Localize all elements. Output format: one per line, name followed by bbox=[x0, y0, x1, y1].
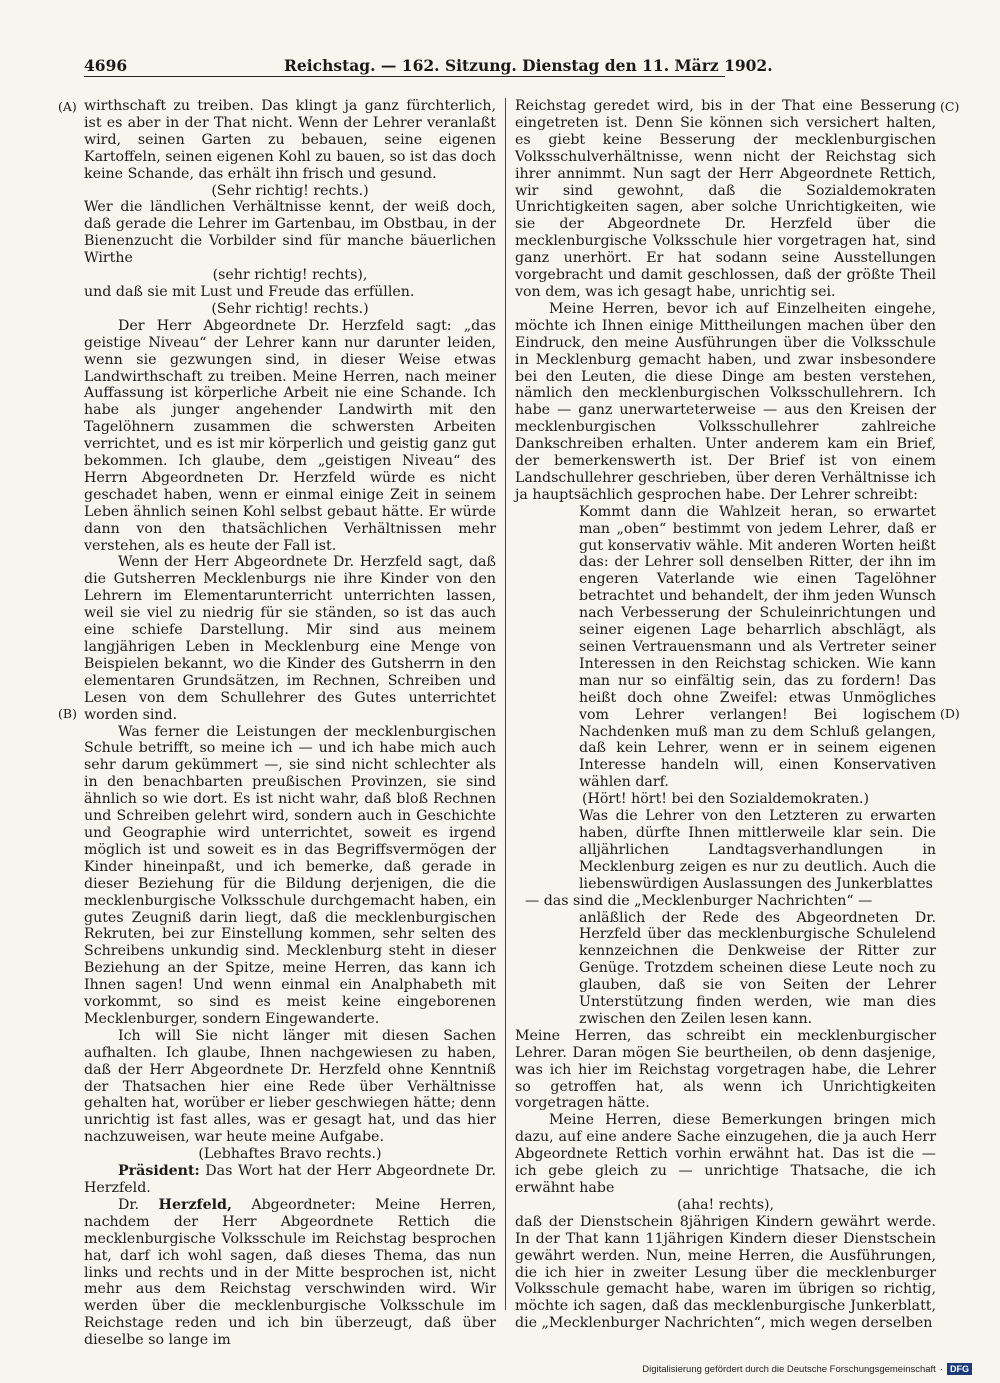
paragraph bbox=[84, 199, 496, 267]
paragraph-text: Was die Lehrer von den Letzteren zu erwarten haben, dürfte Ihnen mittlerweile klar sein. Die alljährlichen Landtagsverhandlungen in Mecklenburg zeigen es nur zu deutlich. Auch die liebenswürdigen Auslassungen des Junkerblattes bbox=[579, 808, 936, 892]
paragraph-text: (Sehr richtig! rechts.) bbox=[211, 300, 369, 317]
dfg-logo: DFG bbox=[947, 1363, 972, 1375]
paragraph bbox=[515, 791, 936, 808]
paragraph bbox=[84, 554, 496, 723]
paragraph-text: Der Herr Abgeordnete Dr. Herzfeld sagt: „das geistige Niveau“ der Lehrer kann nur darunter leiden, wenn sie gezwungen sind, in dieser Weise etwas Landwirthschaft zu treiben. Meine Herren, nach meiner Auffassung ist körperliche Arbeit nie eine Schande. Ich habe als junger angehender Landwirth mit den Tagelöhnern zusammen die schwersten Arbeiten verrichtet, und es ist mir körperlich und geistig ganz gut bekommen. Ich glaube, dem „geistigen Niveau“ des Herrn Abgeordneten Dr. Herzfeld würde es nicht geschadet haben, wenn er einmal einige Zeit in seinem Leben ähnlich seinen Kohl selbst gebaut hätte. Er würde dann von den thatsächlichen Verhältnissen mehr verstehen, als es heute der Fall ist. bbox=[84, 317, 496, 554]
digitization-credit: Digitalisierung gefördert durch die Deutsche Forschungsgemeinschaft · DFG bbox=[642, 1363, 972, 1375]
paragraph bbox=[84, 1028, 496, 1146]
paragraph bbox=[515, 301, 936, 504]
paragraph-text: (Sehr richtig! rechts.) bbox=[211, 182, 369, 199]
paragraph bbox=[84, 318, 496, 555]
paragraph bbox=[515, 1028, 936, 1113]
paragraph-text: (sehr richtig! rechts), bbox=[212, 267, 368, 284]
paragraph-text: (Lebhaftes Bravo rechts.) bbox=[198, 1146, 382, 1163]
margin-mark-d: (D) bbox=[940, 706, 960, 721]
paragraph-text: Wenn der Herr Abgeordnete Dr. Herzfeld sagt, daß die Gutsherren Mecklenburgs nie ihre Kinder von den Lehrern im Elementarunterricht unterrichten lassen, weil sie viel zu niedrig für sie ständen, so ist das auch eine schiefe Darstellung. Mir sind aus meinem langjährigen Leben in Mecklenburg eine Menge von Beispielen bekannt, wo die Kinder des Gutsherrn in den elementaren Grundsätzen, im Rechnen, Schreiben und Lesen von dem Schullehrer des Gutes unterrichtet worden sind. bbox=[84, 554, 496, 723]
paragraph-text: Meine Herren, diese Bemerkungen bringen mich dazu, auf eine andere Sache einzugehen, die ja auch Herr Abgeordnete Rettich vorhin erwähnt hat. Das ist die — ich gebe gleich zu — unrichtige Thatsache, die ich erwähnt habe bbox=[515, 1112, 936, 1196]
paragraph-text: wirthschaft zu treiben. Das klingt ja ganz fürchterlich, ist es aber in der That nicht. Wenn der Lehrer veranlaßt wird, seinen Garten zu bebauen, seine eigenen Kartoffeln, seinen eigenen Kohl zu bauen, so ist das doch keine Schande, das erhält ihn frisch und gesund. bbox=[84, 98, 496, 182]
paragraph-text: (aha! rechts), bbox=[676, 1196, 775, 1213]
paragraph-text: Meine Herren, das schreibt ein mecklenburgischer Lehrer. Daran mögen Sie beurtheilen, ob denn dasjenige, was ich hier im Reichstag vorgetragen habe, die Lehrer so getroffen hat, als wenn ich Unrichtigkeiten vorgetragen hätte. bbox=[515, 1027, 936, 1112]
paragraph bbox=[84, 1163, 496, 1197]
paragraph bbox=[579, 910, 936, 1028]
paragraph bbox=[84, 301, 496, 318]
paragraph-text: Abgeordneter: Meine Herren, nachdem der Herr Abgeordnete Rettich die mecklenburgische Volksschule im Reichstag besprochen hat, darf ich wohl sagen, daß dieses Thema, das nun links und rechts und in der Mitte besprochen ist, nicht mehr aus dem Reichstag verschwinden wird. Wir werden über die mecklenburgische Volksschule im Reichstage reden und ich bin überzeugt, daß über dieselbe so lange im bbox=[84, 1196, 496, 1349]
paragraph-text: Meine Herren, bevor ich auf Einzelheiten eingehe, möchte ich Ihnen einige Mittheilungen machen über den Eindruck, den meine Ausführungen über die Volksschule in Mecklenburg gemacht haben, und zwar insbesondere bei den Leuten, die diese Dinge am besten verstehen, nämlich den mecklenburgischen Volksschullehrern. Ich habe — ganz unerwarteterweise — aus den Kreisen der mecklenburgischen Volksschullehrer zahlreiche Dankschreiben erhalten. Unter anderem kam ein Brief, der bemerkenswerth ist. Der Brief ist von einem Landschullehrer geschrieben, über deren Verhältnisse ich ja hauptsächlich gesprochen habe. Der Lehrer schreibt: bbox=[515, 300, 936, 503]
paragraph bbox=[515, 1112, 936, 1197]
speaker-name: Herzfeld, bbox=[158, 1196, 232, 1213]
paragraph-text: Reichstag geredet wird, bis in der That eine Besserung eingetreten ist. Denn Sie können sich versichert halten, es giebt keine Besserung der mecklenburgischen Volksschulverhältnisse, wenn nicht der Reichstag sich ihrer annimmt. Nun sagt der Herr Abgeordnete Rettich, wir sind gewohnt, daß die Sozialdemokraten Unrichtigkeiten sagen, aber solche Unrichtigkeiten, wie sie der Abgeordnete Dr. Herzfeld über die mecklenburgische Volksschule hier vorgetragen hat, sind ganz unerhört. Er hat sodann seine Ausstellungen vorgebracht und damit geschlossen, daß der größte Theil von dem, was ich gesagt habe, unrichtig sei. bbox=[515, 98, 936, 300]
paragraph bbox=[84, 284, 496, 301]
paragraph-text: Das Wort hat der Herr Abgeordnete Dr. Herzfeld. bbox=[84, 1163, 496, 1196]
paragraph bbox=[515, 1197, 936, 1214]
left-column bbox=[84, 98, 496, 1349]
paragraph bbox=[525, 893, 936, 910]
paragraph-text: daß der Dienstschein 8jährigen Kindern gewährt werde. In der That kann 11jährigen Kindern dieser Dienstschein gewährt werden. Nun, meine Herren, die Ausführungen, die ich hier in zweiter Lesung über die mecklenburger Volksschule gemacht habe, waren im übrigen so richtig, möchte ich sagen, daß das mecklenburgische Junkerblatt, die „Mecklenburger Nachrichten“, mich wegen derselben bbox=[515, 1213, 936, 1332]
paragraph bbox=[579, 808, 936, 893]
paragraph-text: (Hört! hört! bei den Sozialdemokraten.) bbox=[581, 791, 870, 808]
speaker-name: Präsident: bbox=[118, 1163, 200, 1180]
paragraph bbox=[84, 724, 496, 1028]
credit-text: Digitalisierung gefördert durch die Deutsche Forschungsgemeinschaft bbox=[642, 1363, 936, 1375]
page-number: 4696 bbox=[84, 56, 128, 75]
paragraph-text: anläßlich der Rede des Abgeordneten Dr. Herzfeld über das mecklenburgische Schulelend kennzeichnen die Denkweise der Ritter zur Genüge. Trotzdem scheinen diese Leute noch zu glauben, daß sie von Seiten der Lehrer Unterstützung finden werden, wie man dies zwischen den Zeilen lesen kann. bbox=[579, 909, 936, 1027]
paragraph bbox=[515, 1214, 936, 1332]
paragraph-text: Wer die ländlichen Verhältnisse kennt, der weiß doch, daß gerade die Lehrer im Gartenbau, im Obstbau, in der Bienenzucht die Vorbilder sind für manche bäuerlichen Wirthe bbox=[84, 199, 496, 267]
paragraph bbox=[84, 1146, 496, 1163]
paragraph-text: und daß sie mit Lust und Freude das erfüllen. bbox=[84, 283, 415, 300]
margin-mark-c: (C) bbox=[940, 99, 960, 114]
right-column bbox=[515, 98, 936, 1332]
paragraph-text: Ich will Sie nicht länger mit diesen Sachen aufhalten. Ich glaube, Ihnen nachgewiesen zu haben, daß der Herr Abgeordnete Dr. Herzfeld ohne Kenntniß der Thatsachen hier eine Rede über Verhältnisse gehalten hat, worüber er lieber geschwiegen hätte; denn unrichtig ist fast alles, was er gesagt hat, und das hier nachzuweisen, war heute meine Aufgabe. bbox=[84, 1027, 496, 1146]
paragraph bbox=[84, 267, 496, 284]
paragraph-text: Was ferner die Leistungen der mecklenburgischen Schule betrifft, so meine ich — und ich habe mich auch sehr darum gekümmert —, sie sind nicht schlechter als in den benachbarten preußischen Provinzen, sie sind ähnlich so wie dort. Es ist nicht wahr, daß bloß Rechnen und Schreiben gelehrt wird, sondern auch in Geschichte und Geographie wird unterrichtet, soweit es irgend möglich ist und soweit es in das Begriffsvermögen der Kinder hineinpaßt, und ich bemerke, daß gerade in dieser Beziehung für die Bildung derjenigen, die die mecklenburgische Volksschule durchgemacht haben, ein gutes Zeugniß darin liegt, daß die mecklenburgischen Rekruten, bei zur Einstellung kommen, sehr selten des Schreibens unkundig sind. Mecklenburg steht in dieser Beziehung an der Spitze, meine Herren, das kann ich Ihnen sagen! Und wenn einmal ein Analphabeth mit vorkommt, so sind es meist keine eingeborenen Mecklenburger, sondern Eingewanderte. bbox=[84, 723, 496, 1027]
margin-mark-b: (B) bbox=[58, 706, 77, 721]
paragraph bbox=[84, 98, 496, 183]
paragraph bbox=[579, 504, 936, 791]
paragraph-text: Kommt dann die Wahlzeit heran, so erwartet man „oben“ bestimmt von jedem Lehrer, daß er gut konservativ wähle. Mit anderen Worten heißt das: der Lehrer soll denselben Ritter, der ihn im engeren Vaterlande wie einen Tagelöhner betrachtet und behandelt, der ihm jeden Wunsch nach Verbesserung der Schuleinrichtungen und seiner eigenen Lage beharrlich abschlägt, als seinen Vertrauensmann und als Vertreter seiner Interessen in den Reichstag schicken. Wie kann man nur so einfältig sein, das zu fordern! Das heißt doch ohne Zweifel: etwas Unmögliches vom Lehrer verlangen! Bei logischem Nachdenken muß man zu dem Schluß gelangen, daß kein Lehrer, wenn er in seinem eigenen Interesse handeln will, einen Konservativen wählen darf. bbox=[579, 503, 936, 791]
margin-mark-a: (A) bbox=[58, 99, 77, 114]
speaker-prefix: Dr. bbox=[118, 1196, 159, 1213]
paragraph bbox=[515, 98, 936, 301]
paragraph-text: — das sind die „Mecklenburger Nachrichten“ — bbox=[525, 892, 873, 909]
page-header bbox=[84, 54, 773, 77]
paragraph bbox=[84, 183, 496, 200]
paragraph bbox=[84, 1197, 496, 1349]
column-divider bbox=[505, 98, 506, 1310]
running-title: Reichstag. — 162. Sitzung. Dienstag den 11. März 1902. bbox=[284, 56, 773, 75]
